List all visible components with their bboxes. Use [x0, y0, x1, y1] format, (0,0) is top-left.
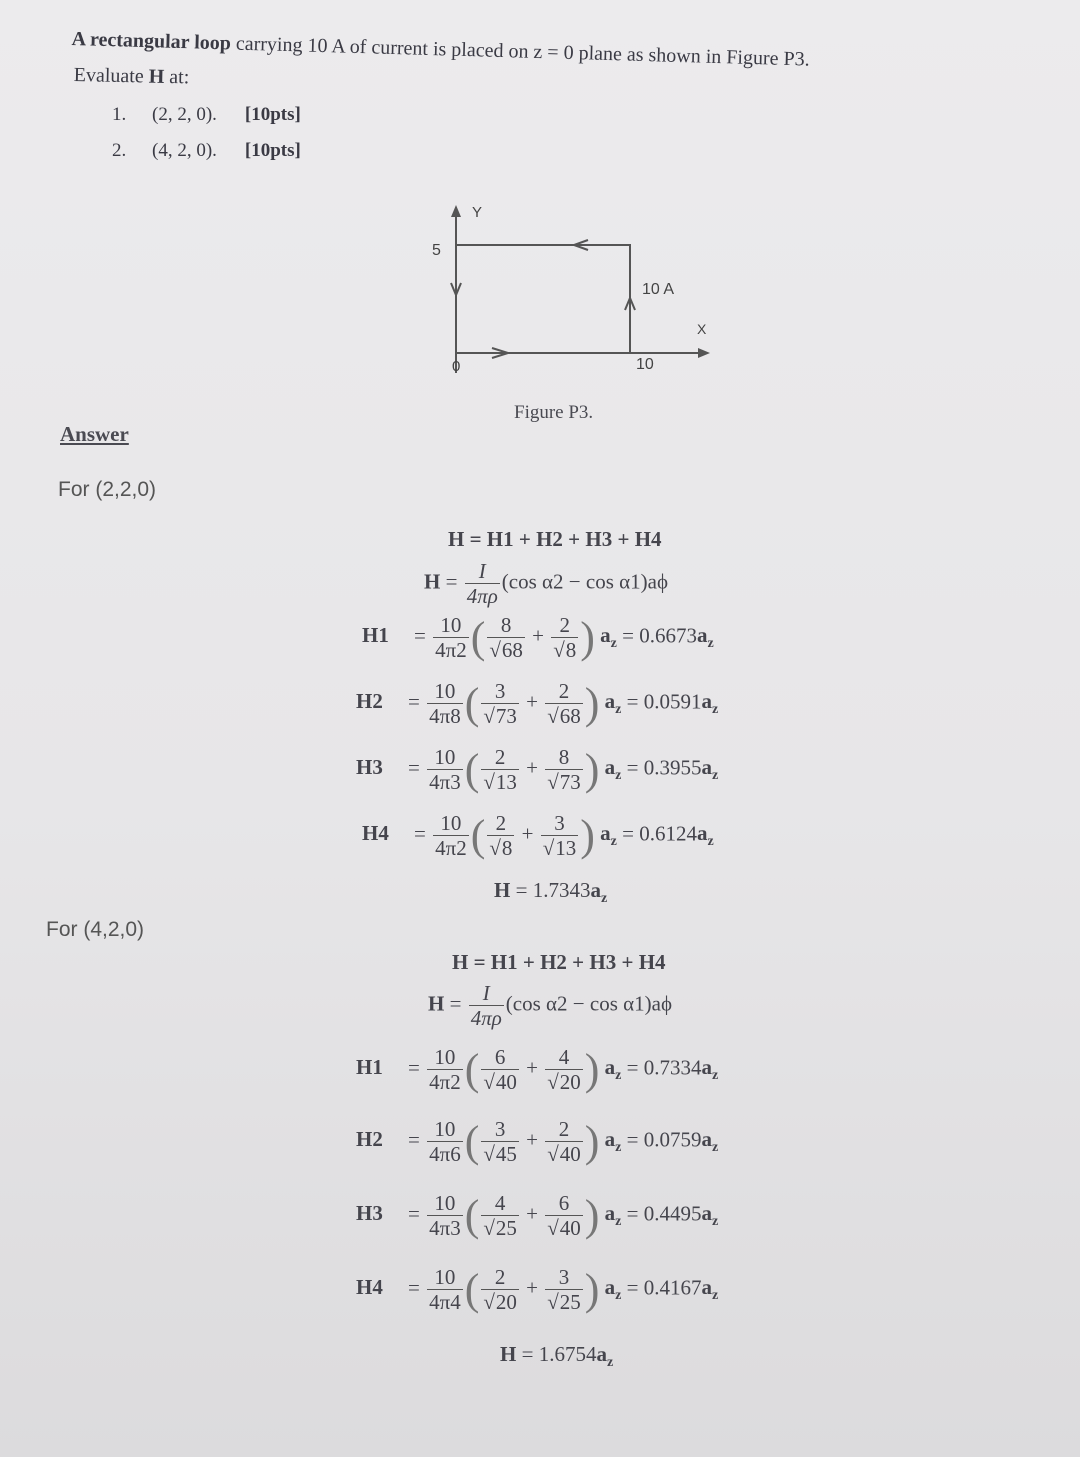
total-h-case2: $H = 1.6754a_z$ [500, 1342, 614, 1371]
biot-savart-formula-2: H = $\frac{I}{4\pi\rho}$ (cos α2 − cos α1)aϕ [428, 981, 672, 1031]
question-points: [10pts] [244, 140, 301, 161]
question-number: 2. [112, 140, 127, 161]
problem-statement [71, 28, 810, 72]
h3-equation-case2: H3 = $\frac{10}{4\pi 3}$ ( $\frac{4}{√25}$ + $\frac{6}{√40}$ ) $a_z = 0.4495a_z$ [356, 1190, 719, 1240]
case-heading-2: For (4,2,0) [46, 918, 145, 941]
sum-equation-1: H = H1 + H2 + H3 + H4 [448, 527, 662, 551]
current-label: 10 A [642, 281, 675, 298]
sum-equation-2: H = H1 + H2 + H3 + H4 [452, 950, 666, 974]
x-axis-arrow [698, 348, 710, 358]
y-tick-label: 5 [432, 242, 441, 259]
evaluate-instruction [74, 64, 190, 89]
question-number: 1. [112, 104, 127, 125]
total-h-case1: $H = 1.7343a_z$ [494, 878, 608, 907]
evaluate-word: Evaluate [73, 64, 144, 88]
question-point: (2, 2, 0). [152, 104, 217, 125]
h1-equation-case2: H1 = $\frac{10}{4\pi 2}$ ( $\frac{6}{√40}$ + $\frac{4}{√20}$ ) $a_z = 0.7334a_z$ [356, 1044, 719, 1094]
h3-equation-case1: H3 = $\frac{10}{4\pi 3}$ ( $\frac{2}{√13}$ + $\frac{8}{√73}$ ) $a_z = 0.3955a_z$ [356, 744, 719, 794]
h2-equation-case1: H2 = $\frac{10}{4\pi 8}$ ( $\frac{3}{√73}$ + $\frac{2}{√68}$ ) $a_z = 0.0591a_z$ [356, 678, 719, 728]
biot-savart-formula-1: H = $\frac{I}{4\pi\rho}$ (cos α2 − cos α1)aϕ [424, 559, 668, 609]
figure-caption: Figure P3. [514, 402, 594, 423]
question-item-1 [112, 104, 301, 126]
origin-label: 0 [452, 358, 461, 375]
case-heading-1: For (2,2,0) [58, 478, 157, 501]
x-tick-label: 10 [636, 356, 654, 373]
figure-p3-loop-diagram [410, 195, 730, 385]
evaluate-at: at: [169, 66, 190, 89]
answer-heading: Answer [60, 422, 129, 446]
h4-equation-case1: H4 = $\frac{10}{4\pi 2}$ ( $\frac{2}{√8}$ + $\frac{3}{√13}$ ) $a_z = 0.6124a_z$ [362, 810, 714, 860]
problem-intro-bold: A rectangular loop [71, 28, 232, 55]
problem-intro-text: carrying 10 A of current is placed on z = 0 plane as shown in Figure P3. [235, 32, 810, 71]
question-point: (4, 2, 0). [152, 140, 217, 161]
x-axis-label: X [697, 321, 707, 337]
question-points: [10pts] [244, 104, 301, 125]
current-loop [456, 245, 630, 353]
y-axis-arrow [451, 205, 461, 217]
h1-equation-case1: H1 = $\frac{10}{4\pi 2}$ ( $\frac{8}{√68}$ + $\frac{2}{√8}$ ) $a_z = 0.6673a_z$ [362, 612, 714, 662]
y-axis-label: Y [472, 204, 483, 221]
question-item-2 [112, 140, 301, 162]
evaluate-h: H [148, 65, 165, 88]
h2-equation-case2: H2 = $\frac{10}{4\pi 6}$ ( $\frac{3}{√45}$ + $\frac{2}{√40}$ ) $a_z = 0.0759a_z$ [356, 1116, 719, 1166]
h4-equation-case2: H4 = $\frac{10}{4\pi 4}$ ( $\frac{2}{√20}$ + $\frac{3}{√25}$ ) $a_z = 0.4167a_z$ [356, 1264, 719, 1314]
